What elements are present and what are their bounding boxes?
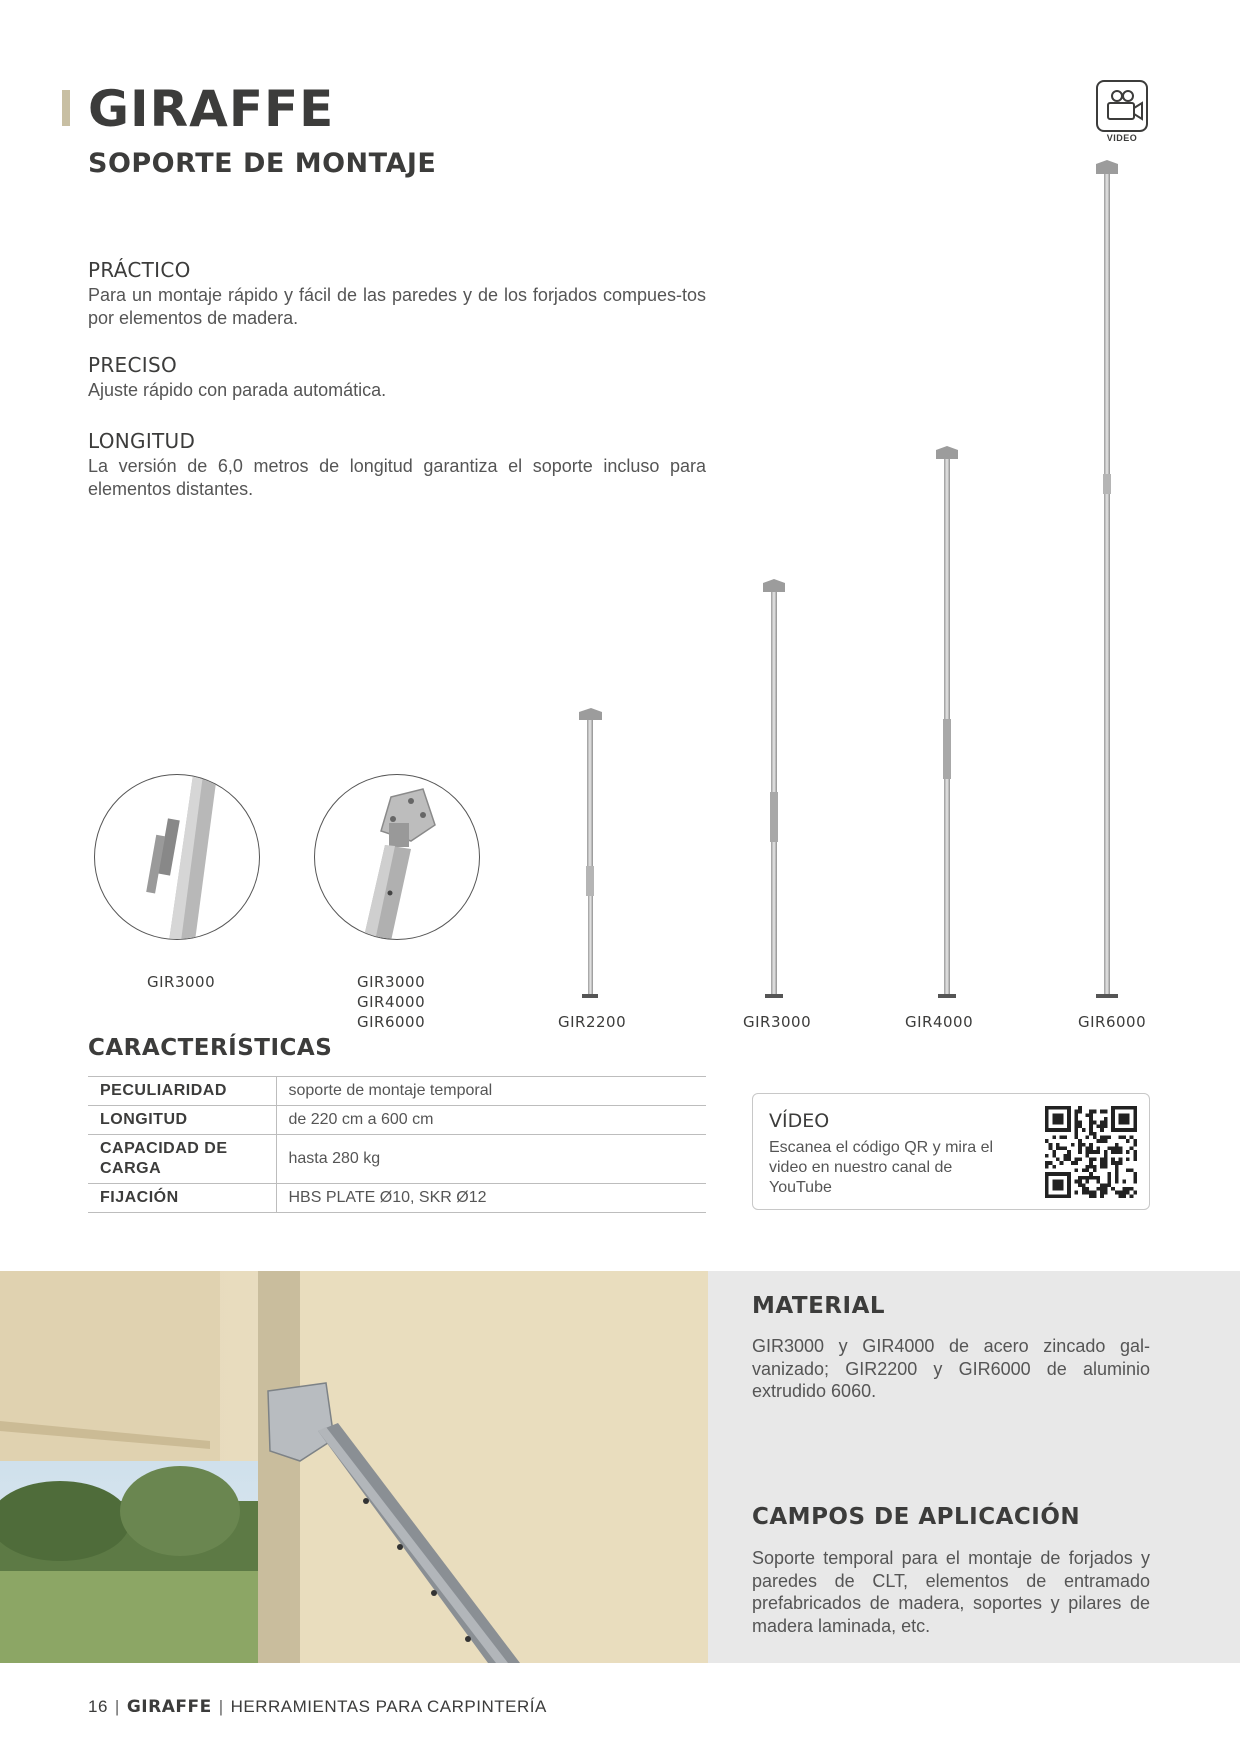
qr-code-icon[interactable]: [1045, 1106, 1137, 1198]
detail-label-line: GIR4000: [357, 993, 426, 1011]
spec-key: LONGITUD: [88, 1106, 276, 1135]
applications-text: Soporte temporal para el montaje de forjados y paredes de CLT, elementos de entramado prefabricados de madera, soportes y pilares de madera laminada, etc.: [752, 1548, 1150, 1636]
spec-value: hasta 280 kg: [288, 1150, 381, 1167]
material-title: MATERIAL: [752, 1293, 886, 1319]
feature-heading: LONGITUD: [88, 429, 196, 453]
detail-label-line: GIR6000: [357, 1013, 426, 1031]
video-box-text: Escanea el código QR y mira el video en nuestro canal de YouTube: [769, 1139, 994, 1196]
spec-key: CAPACIDAD DE CARGA: [88, 1135, 276, 1184]
spec-value: de 220 cm a 600 cm: [288, 1111, 434, 1128]
applications-title: CAMPOS DE APLICACIÓN: [752, 1504, 1081, 1530]
spec-key: FIJACIÓN: [88, 1184, 276, 1213]
table-row: [88, 1077, 706, 1106]
page-footer: 16 | GIRAFFE | HERRAMIENTAS PARA CARPINTERÍA: [88, 1697, 547, 1717]
pole-label-gir2200: GIR2200: [558, 1013, 627, 1031]
application-photo: [0, 1271, 708, 1663]
video-box: [752, 1093, 1150, 1210]
page-number: 16: [88, 1697, 108, 1716]
detail-circle-plate: [314, 774, 480, 940]
detail-label-1: GIR3000: [147, 973, 216, 991]
footer-product: GIRAFFE: [126, 1697, 212, 1717]
material-text: GIR3000 y GIR4000 de acero zincado gal-vanizado; GIR2200 y GIR6000 de aluminio extrudido 6060.: [752, 1336, 1150, 1401]
feature-heading: PRECISO: [88, 353, 177, 377]
pole-gir2200: [579, 708, 602, 998]
footer-section: HERRAMIENTAS PARA CARPINTERÍA: [230, 1697, 547, 1716]
spec-key: PECULIARIDAD: [88, 1077, 276, 1106]
feature-heading: PRÁCTICO: [88, 258, 191, 282]
characteristics-title: CARACTERÍSTICAS: [88, 1035, 333, 1061]
pole-label-gir6000: GIR6000: [1078, 1013, 1147, 1031]
video-box-title: VÍDEO: [769, 1110, 830, 1132]
detail-circle-hook: [94, 774, 260, 940]
pole-gir3000: [763, 579, 785, 998]
table-row: [88, 1106, 706, 1135]
characteristics-table: [88, 1076, 706, 1213]
table-row: [88, 1135, 706, 1184]
feature-text: Para un montaje rápido y fácil de las paredes y de los forjados compues-tos por elementos de madera.: [88, 285, 706, 328]
feature-text: Ajuste rápido con parada automática.: [88, 380, 387, 400]
pole-label-gir4000: GIR4000: [905, 1013, 974, 1031]
spec-value: soporte de montaje temporal: [288, 1082, 493, 1099]
page-subtitle: SOPORTE DE MONTAJE: [88, 148, 437, 179]
detail-label-line: GIR3000: [357, 973, 426, 991]
pole-label-gir3000: GIR3000: [743, 1013, 812, 1031]
page-title: GIRAFFE: [88, 80, 335, 138]
table-row: [88, 1184, 706, 1213]
pole-gir4000: [936, 446, 958, 998]
detail-label-2: [357, 972, 425, 1032]
pole-gir6000: [1096, 160, 1118, 998]
spec-value: HBS PLATE Ø10, SKR Ø12: [288, 1189, 487, 1206]
feature-text: La versión de 6,0 metros de longitud garantiza el soporte incluso para elementos distantes.: [88, 456, 706, 499]
video-badge-label: VIDEO: [1106, 133, 1138, 143]
